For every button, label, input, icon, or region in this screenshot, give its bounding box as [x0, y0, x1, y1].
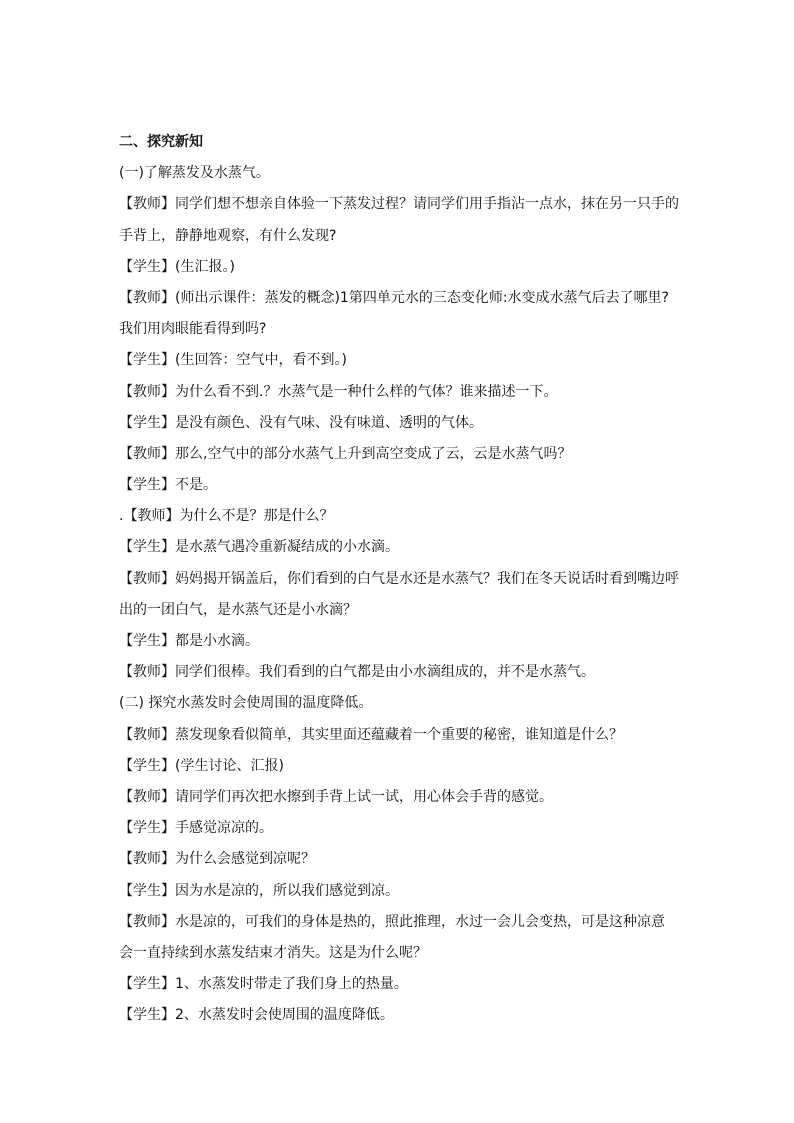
paragraph-line: 【学生】不是。: [119, 477, 217, 494]
paragraph-line: 我们用肉眼能看得到吗?: [119, 321, 267, 338]
paragraph-line: 【教师】妈妈揭开锅盖后，你们看到的白气是水还是水蒸气？我们在冬天说话时看到嘴边呼: [119, 570, 679, 587]
paragraph-line: 【学生】2、水蒸发时会使周围的温度降低。: [119, 1007, 394, 1024]
paragraph-line: 会一直持续到水蒸发结束才消失。这是为什么呢？: [119, 944, 427, 961]
paragraph-line: 【教师】水是凉的，可我们的身体是热的，照此推理，水过一会儿会变热，可是这种凉意: [119, 913, 665, 930]
paragraph-line: 【学生】手感觉凉凉的。: [119, 820, 273, 837]
paragraph-line: 【教师】请同学们再次把水擦到手背上试一试，用心体会手背的感觉。: [119, 788, 553, 805]
paragraph-line: 【学生】是水蒸气遇冷重新凝结成的小水滴。: [119, 539, 399, 556]
paragraph-line: 【学生】1、水蒸发时带走了我们身上的热量。: [119, 976, 408, 993]
document-body: [119, 127, 679, 1031]
paragraph-line: 【教师】同学们很棒。我们看到的白气都是由小水滴组成的，并不是水蒸气。: [119, 664, 595, 681]
paragraph-line: 【学生】(生回答：空气中，看不到。): [119, 352, 347, 369]
paragraph-line: 【教师】为什么会感觉到凉呢？: [119, 851, 315, 868]
paragraph-line: 【教师】为什么看不到.？水蒸气是一种什么样的气体？谁来描述一下。: [119, 383, 558, 400]
paragraph-line: .【教师】为什么不是？那是什么？: [119, 508, 334, 525]
paragraph-line: 【学生】(生汇报。): [119, 258, 235, 275]
section-heading: 二、探究新知: [119, 134, 203, 150]
paragraph-line: 【学生】是没有颜色、没有气味、没有味道、透明的气体。: [119, 414, 483, 431]
paragraph-line: 【教师】同学们想不想亲自体验一下蒸发过程？请同学们用手指沾一点水，抹在另一只手的: [119, 196, 679, 213]
paragraph-line: 【教师】蒸发现象看似简单，其实里面还蕴藏着一个重要的秘密，谁知道是什么？: [119, 726, 623, 743]
subsection-heading: (二) 探究水蒸发时会使周围的温度降低。: [119, 695, 373, 712]
subsection-heading: (一)了解蒸发及水蒸气。: [119, 165, 270, 182]
paragraph-line: 【教师】那么,空气中的部分水蒸气上升到高空变成了云，云是水蒸气吗？: [119, 445, 572, 462]
paragraph-line: 【学生】(学生讨论、汇报): [119, 757, 284, 774]
paragraph-line: 【教师】(师出示课件：蒸发的概念)1第四单元水的三态变化师:水变成水蒸气后去了哪里?: [119, 289, 669, 306]
paragraph-line: 手背上，静静地观察，有什么发现?: [119, 227, 337, 244]
paragraph-line: 【学生】因为水是凉的，所以我们感觉到凉。: [119, 882, 399, 899]
paragraph-line: 出的一团白气，是水蒸气还是小水滴？: [119, 601, 357, 618]
paragraph-line: 【学生】都是小水滴。: [119, 633, 259, 649]
